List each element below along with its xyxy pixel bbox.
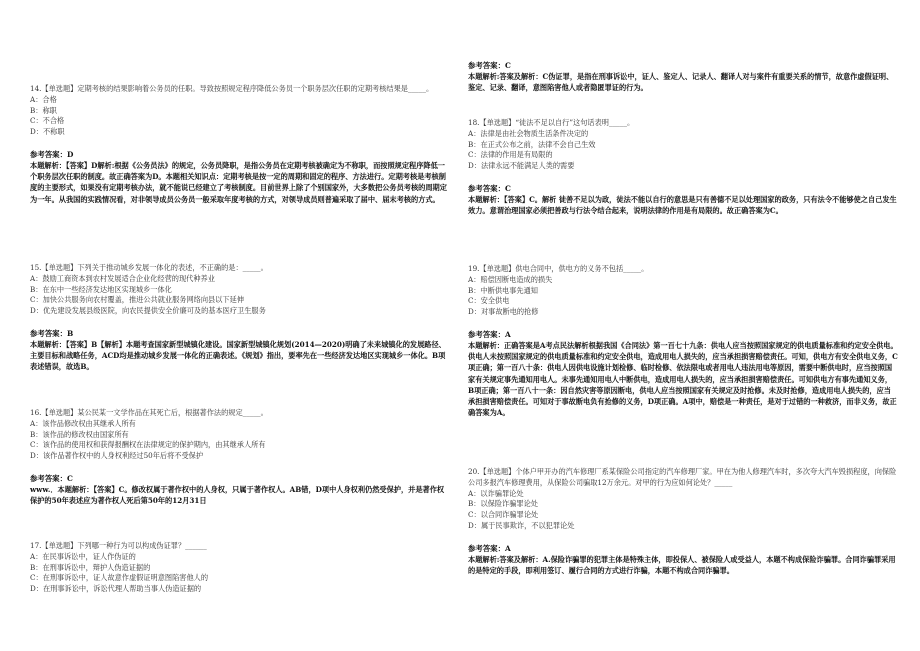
- question-text: 14.【单选题】定期考核的结果影响着公务员的任职。导致按照规定程序降低公务员一个职务层次任职的定期考核结果是_____。: [30, 84, 434, 93]
- question-text: 18.【单选题】“徒法不足以自行”这句话表明_____。: [468, 118, 635, 127]
- option-a: A：在民事诉讼中，证人作伪证的: [30, 551, 136, 561]
- explanation: 本题解析:答案及解析：C伪证罪，是指在刑事诉讼中，证人、鉴定人、记录人、翻译人对与案件有重要关系的情节，故意作虚假证明、鉴定、记录、翻译，意图陷害他人或者隐匿罪证的行为。: [468, 72, 894, 93]
- reference-answer: 参考答案：C: [468, 183, 511, 193]
- question-text: 20.【单选题】个体户甲开办的汽车修理厂系某保险公司指定的汽车修理厂家。甲在为他人修理汽车时，多次夸大汽车毁损程度，向保险公司多报汽车修理费用，从保险公司骗取12万余元。对甲的行为应如何论处？_____: [468, 467, 897, 487]
- option-b: B：在东中一些经济发达地区实现城乡一体化: [30, 284, 172, 294]
- option-a: A：合格: [30, 94, 57, 104]
- option-c: C：法律的作用是有局限的: [468, 150, 553, 160]
- option-c: C：该作品的使用权和获得报酬权在法律规定的保护期内，由其继承人所有: [30, 440, 266, 450]
- question-15: [30, 263, 450, 373]
- option-d: D：在刑事诉讼中，诉讼代理人帮助当事人伪造证据的: [30, 584, 202, 594]
- option-d: D：对事故断电的抢修: [468, 307, 539, 317]
- option-d: D：该作品著作权中的人身权利经过50年后将不受保护: [30, 451, 204, 461]
- option-c: C：以合同诈骗罪论处: [468, 510, 539, 520]
- option-a: A：鼓励工商资本到农村发展适合企业化经营的现代种养业: [30, 273, 215, 283]
- explanation: 本题解析：【答案】D解析:根据《公务员法》的规定，公务员降职，是指公务员在定期考核被确定为不称职，而按照规定程序降低一个职务层次任职的制度。故正确答案为D。本题相关知识点：定期考核是按一定的周期和固定的程序、方法进行。定期考核是考核制度的主要形式，如果没有定期考核办法，就不能说已经建立了考核制度。目前世界上除了个别国家外，大多数把公务员考核的周期定为一年。从我国的实践情况看，对非领导成员公务员一般采取年度考核的方式，对领导成员则普遍采取了届中、届末考核的方式。: [30, 160, 447, 204]
- option-d: D：法律永远不能满足人类的需要: [468, 161, 575, 171]
- option-b: B：以保险诈骗罪论处: [468, 499, 538, 509]
- question-14: [30, 84, 450, 205]
- question-text: 17.【单选题】下列哪一种行为可以构成伪证罪？______: [30, 541, 207, 550]
- reference-answer: 参考答案：C: [30, 473, 73, 483]
- option-a: A：法律是由社会物质生活条件决定的: [468, 128, 589, 138]
- question-16: [30, 408, 450, 506]
- explanation: 本题解析：正确答案是A考点民法解析根据我国《合同法》第一百七十九条：供电人应当按照国家规定的供电质量标准和约定安全供电。供电人未按照国家规定的供电质量标准和约定安全供电，造成用电人损失的，应当承担损害赔偿责任。可知，供电方有安全供电义务，C项正确；第一百八十条：供电人因供电设施计划检修、临时检修、依法限电或者用电人违法用电等原因，需要中断供电时，应当按照国家有关规定事先通知用电人。未事先通知用电人中断供电，造成用电人损失的，应当承担损害赔偿责任。可知供电方有事先通知义务，B项正确；第一百八十一条：因自然灾害等原因断电，供电人应当按照国家有关规定及时抢修。未及时抢修，造成用电人损失的，应当承担损害赔偿责任。可知对于事故断电负有抢修的义务，D项正确。A项中，赔偿是一种责任，是对于过错的一种救济，而非义务，故正确答案为A。: [468, 340, 898, 418]
- question-18: [468, 118, 898, 216]
- question-text: 15.【单选题】下列关于推动城乡发展一体化的表述，不正确的是：_____。: [30, 263, 268, 272]
- option-b: B：称职: [30, 105, 57, 115]
- explanation: 本题解析：【答案】C。解析 徒善不足以为政，徒法不能以自行的意思是只有善德不足以处理国家的政务，只有法令不能够使之自己发生效力。意谓治理国家必须把善政与行法令结合起来，说明法律的作用是有局限的。故正确答案为C。: [468, 194, 897, 216]
- option-d: D：属于民事欺诈，不以犯罪论处: [468, 520, 575, 530]
- option-c: C：安全供电: [468, 296, 510, 306]
- option-c: C：加快公共服务向农村覆盖，推进公共就业服务网络向县以下延伸: [30, 295, 244, 305]
- reference-answer: 参考答案：C: [468, 61, 511, 70]
- option-b: B：在正式公布之前，法律不会自己生效: [468, 139, 596, 149]
- question-17-answer: [468, 60, 898, 93]
- option-c: C：不合格: [30, 116, 65, 126]
- reference-answer: 参考答案：A: [468, 329, 511, 339]
- option-d: D：优先建设发展县级医院，向农民提供安全价廉可及的基本医疗卫生服务: [30, 306, 266, 316]
- option-b: B：在刑事诉讼中，辩护人伪造证据的: [30, 562, 151, 572]
- question-20: [468, 467, 898, 576]
- reference-answer: 参考答案：B: [30, 328, 74, 338]
- option-d: D：不称职: [30, 127, 65, 137]
- explanation: www.．本题解析：【答案】C。修改权属于著作权中的人身权，只属于著作权人。AB错，D项中人身权利仍然受保护，并是著作权保护的50年表述应为著作权人死后第50年的12月31日: [30, 484, 445, 506]
- option-a: A：赔偿因断电造成的损失: [468, 274, 553, 284]
- option-a: A：该作品修改权由其继承人所有: [30, 418, 136, 428]
- reference-answer: 参考答案：A: [468, 543, 511, 553]
- question-text: 19.【单选题】供电合同中，供电方的义务不包括_____。: [468, 264, 649, 273]
- option-b: B：中断供电事先通知: [468, 285, 538, 295]
- reference-answer: 参考答案：D: [30, 149, 74, 159]
- option-a: A：以诈骗罪论处: [468, 488, 524, 498]
- option-c: C：在刑事诉讼中，证人故意作虚假证明意图陷害他人的: [30, 573, 209, 583]
- option-b: B：该作品的修改权由国家所有: [30, 429, 129, 439]
- question-text: 16.【单选题】某公民某一文学作品在其死亡后，根据著作法的规定_____。: [30, 408, 268, 417]
- question-17: [30, 541, 450, 595]
- explanation: 本题解析：【答案】B【解析】本题考查国家新型城镇化建设。国家新型城镇化规划(2014—2020)明确了未来城镇化的发展路径、主要目标和战略任务，ACD均是推动城乡发展一体化的正确表述。《规划》指出，要率先在一些经济发达地区实现城乡一体化。B项表述错误，故选B。: [30, 339, 446, 372]
- question-19: [468, 264, 898, 418]
- explanation: 本题解析:答案及解析：A.保险诈骗罪的犯罪主体是特殊主体，即投保人、被保险人或受益人，本题不构成保险诈骗罪。合同诈骗罪采用的是特定的手段，即利用签订、履行合同的方式进行诈骗，本题不构成合同诈骗罪。: [468, 554, 896, 575]
